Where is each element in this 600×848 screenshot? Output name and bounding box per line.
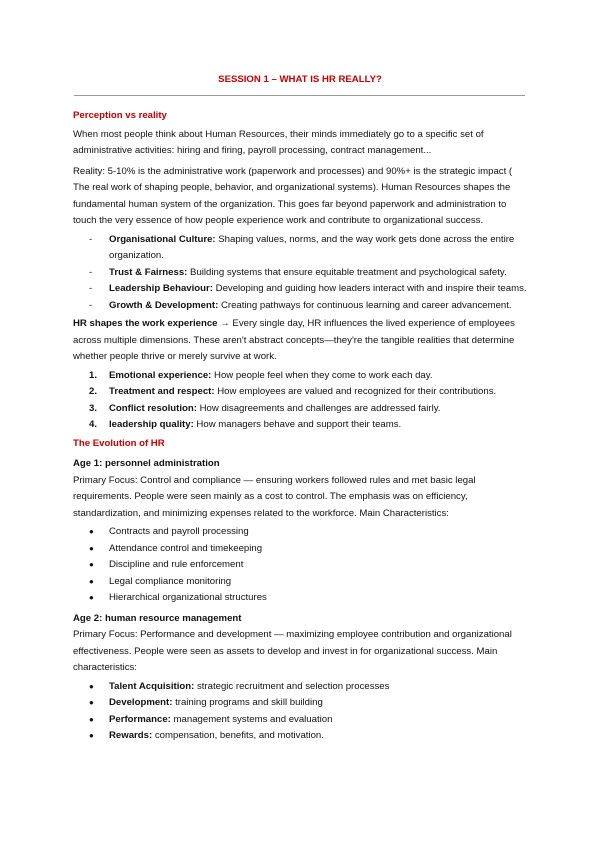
list-age-2-characteristics	[73, 679, 529, 745]
list-item-text: Creating pathways for continuous learning and career advancement.	[218, 299, 512, 311]
list-item-text: compensation, benefits, and motivation.	[152, 730, 324, 741]
paragraph-hr-shapes	[73, 316, 529, 366]
list-item	[73, 574, 529, 591]
list-item	[73, 679, 529, 696]
bullet-marker: ●	[89, 698, 94, 707]
list-perception-bullets	[73, 232, 529, 315]
list-item	[73, 590, 529, 607]
document-body	[73, 108, 529, 747]
list-item-label: Development:	[109, 697, 173, 708]
page-title: SESSION 1 – WHAT IS HR REALLY?	[218, 74, 382, 85]
bullet-marker: ●	[89, 681, 94, 691]
list-item-label: Emotional experience:	[109, 369, 212, 381]
list-item-text: How employees are valued and recognized for their contributions.	[214, 386, 497, 397]
list-item	[73, 384, 529, 401]
dash-marker: -	[89, 233, 93, 245]
list-item	[73, 712, 529, 729]
list-item-text: Contracts and payroll processing	[109, 526, 249, 537]
paragraph-age-1: Primary Focus: Control and compliance — ensuring workers followed rules and met basic legal requirements. People were seen mainly as a cost to control. The emphasis was on efficiency, standardization, and minimizing expenses related to the workforce. Main Characteristics:	[73, 474, 476, 519]
list-item-text: Attendance control and timekeeping	[109, 542, 263, 554]
list-item	[73, 281, 529, 298]
list-item	[73, 368, 529, 385]
paragraph-text: → Every single day, HR influences the lived experience of employees across multiple dimensions. These aren't abstract concepts—they're the tangible realities that determine whether people thrive or merely survive at work.	[73, 318, 515, 362]
list-item-text: How people feel when they come to work each day.	[211, 369, 433, 381]
dash-marker: -	[89, 266, 93, 278]
list-item-text: How managers behave and support their teams.	[193, 419, 402, 430]
list-item-label: Organisational Culture:	[109, 233, 216, 245]
list-item-text: How disagreements and challenges are addressed fairly.	[196, 402, 441, 414]
list-work-experience	[73, 368, 529, 434]
list-item-text: Legal compliance monitoring	[109, 575, 232, 587]
list-item-label: Talent Acquisition:	[109, 680, 195, 692]
list-item-label: Treatment and respect:	[109, 386, 215, 397]
subheading-age-2: Age 2: human resource management	[73, 612, 242, 624]
list-item-text: Developing and guiding how leaders interact with and inspire their teams.	[212, 283, 527, 294]
list-item-text: management systems and evaluation	[170, 713, 333, 725]
subheading-age-1: Age 1: personnel administration	[73, 458, 220, 469]
paragraph-lead: HR shapes the work experience	[73, 318, 218, 329]
list-age-1-characteristics	[73, 524, 529, 607]
list-item-label: Rewards:	[109, 730, 153, 741]
list-item-text: Discipline and rule enforcement	[109, 559, 244, 570]
list-item-label: Performance:	[109, 713, 171, 725]
paragraph-perception-intro: When most people think about Human Resources, their minds immediately go to a specific set of administrative activities: hiring and firing, payroll processing, contract management...	[73, 128, 484, 156]
number-marker: 2.	[89, 386, 98, 397]
list-item-text: strategic recruitment and selection processes	[194, 680, 390, 692]
bullet-marker: ●	[89, 560, 94, 569]
list-item-text: Hierarchical organizational structures	[109, 592, 267, 603]
bullet-marker: ●	[89, 543, 94, 553]
list-item-label: Trust & Fairness:	[109, 266, 188, 278]
list-item	[73, 728, 529, 745]
list-item-text: training programs and skill building	[172, 697, 323, 708]
list-item-label: Leadership Behaviour:	[109, 283, 213, 294]
list-item	[73, 265, 529, 282]
list-item-label: Growth & Development:	[109, 299, 219, 311]
title-divider	[74, 95, 525, 96]
bullet-marker: ●	[89, 714, 94, 724]
dash-marker: -	[89, 299, 93, 311]
paragraph-age-2: Primary Focus: Performance and development — maximizing employee contribution and organizational effectiveness. People were seen as assets to develop and invest in for organizational success. Main characteristics:	[73, 629, 512, 673]
number-marker: 4.	[89, 419, 98, 430]
bullet-marker: ●	[89, 593, 94, 602]
list-item-text: Shaping values, norms, and the way work gets done across the entire organization.	[109, 233, 515, 261]
bullet-marker: ●	[89, 731, 94, 740]
list-item	[73, 524, 529, 541]
list-item-text: Building systems that ensure equitable treatment and psychological safety.	[187, 266, 507, 278]
number-marker: 3.	[89, 402, 98, 414]
list-item-label: leadership quality:	[109, 419, 194, 430]
list-item	[73, 557, 529, 574]
list-item	[73, 232, 529, 265]
list-item	[73, 417, 529, 434]
list-item	[73, 695, 529, 712]
section-heading-evolution: The Evolution of HR	[73, 437, 165, 449]
bullet-marker: ●	[89, 576, 94, 586]
dash-marker: -	[89, 283, 93, 294]
bullet-marker: ●	[89, 527, 94, 536]
list-item	[73, 401, 529, 418]
paragraph-reality: Reality: 5-10% is the administrative work (paperwork and processes) and 90%+ is the strategic impact ( The real work of shaping people, behavior, and organizational systems). Human Resources shapes the fundamental human system of the organization. This goes far beyond paperwork and administration to touch the very essence of how people experience work and contribute to organizational success.	[73, 165, 513, 226]
number-marker: 1.	[89, 369, 98, 381]
list-item-label: Conflict resolution:	[109, 402, 197, 414]
list-item	[73, 298, 529, 315]
section-heading-perception: Perception vs reality	[73, 110, 167, 121]
list-item	[73, 541, 529, 558]
